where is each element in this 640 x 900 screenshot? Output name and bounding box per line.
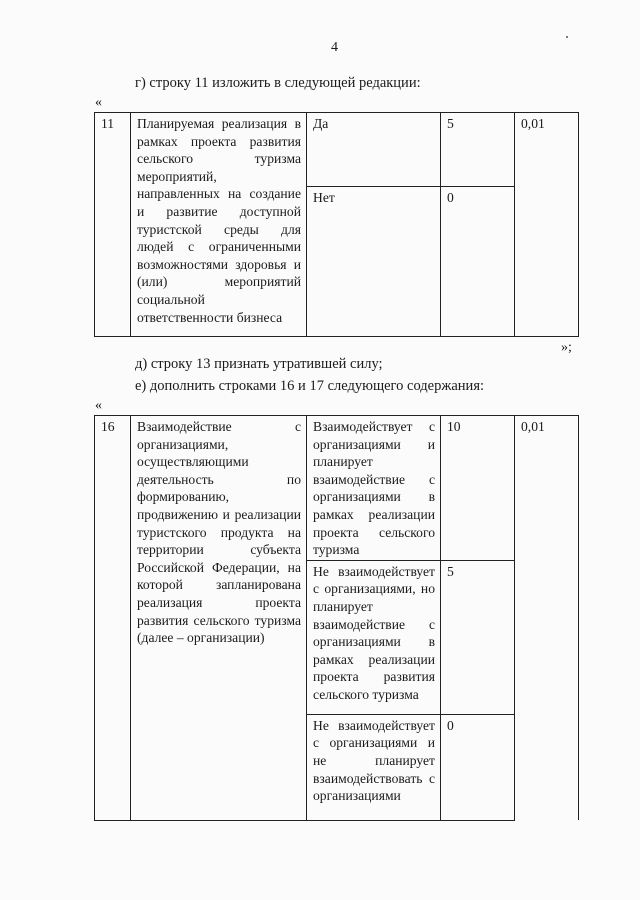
option-interacts-cell: Взаимодействует с организациями и планирует взаимодействие с организациями в рамках реализации проекта сельского туризма — [307, 416, 441, 561]
paragraph-g: г) строку 11 изложить в следующей редакции: — [135, 75, 421, 91]
weight-cell: 0,01 — [515, 416, 579, 821]
row-number-cell: 11 — [95, 113, 131, 337]
score-yes-cell: 5 — [441, 113, 515, 187]
score-0-cell: 0 — [441, 714, 515, 820]
row-number-cell: 16 — [95, 416, 131, 821]
criterion-cell: Планируемая реализация в рамках проекта развития сельского туризма мероприятий, направленных на создание и развитие доступной туристской среды для людей с ограниченными возможностями здоровья и (или) мероприятий социальной ответственности бизнеса — [131, 113, 307, 337]
page-number: 4 — [331, 40, 338, 55]
score-5-cell: 5 — [441, 560, 515, 714]
table-row-16 — [94, 415, 579, 821]
table-row-11 — [94, 112, 579, 337]
score-no-cell: 0 — [441, 187, 515, 337]
paragraph-d: д) строку 13 признать утратившей силу; — [135, 356, 383, 372]
option-no-cell: Нет — [307, 187, 441, 337]
score-10-cell: 10 — [441, 416, 515, 561]
option-none-cell: Не взаимодействует с организациями и не планирует взаимодействовать с организациями — [307, 714, 441, 820]
option-plans-cell: Не взаимодействует с организациями, но планирует взаимодействие с организациями в рамках реализации проекта развития сельского туризма — [307, 560, 441, 714]
open-quote-1: « — [95, 95, 102, 110]
close-quote: »; — [561, 340, 572, 355]
weight-cell: 0,01 — [515, 113, 579, 337]
option-yes-cell: Да — [307, 113, 441, 187]
criterion-cell: Взаимодействие с организациями, осуществляющими деятельность по формированию, продвижению и реализации туристского продукта на территории субъекта Российской Федерации, на которой запланирована реализация проекта развития сельского туризма (далее – организации) — [131, 416, 307, 821]
scan-speck — [566, 36, 568, 38]
open-quote-2: « — [95, 398, 102, 413]
paragraph-e: е) дополнить строками 16 и 17 следующего содержания: — [135, 378, 485, 394]
